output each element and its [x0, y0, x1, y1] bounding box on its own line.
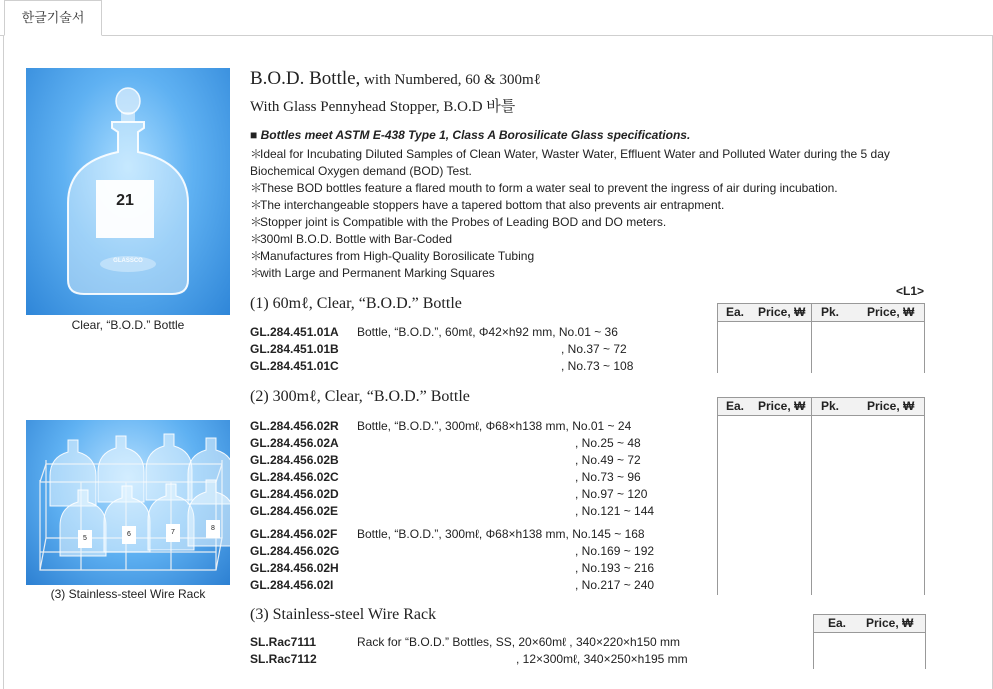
header-pk: Pk.: [821, 305, 840, 319]
section-title-rack: (3) Stainless-steel Wire Rack: [250, 606, 437, 623]
feature-list: [250, 146, 950, 282]
rack-bottle-label: 7: [166, 524, 180, 542]
product-title-main: B.O.D. Bottle,: [250, 68, 361, 89]
feature-item: ＊Manufactures from High-Quality Borosilicate Tubing: [250, 249, 535, 263]
rack-bottle-label: 8: [206, 520, 220, 538]
header-price: Price, ₩: [867, 305, 915, 319]
rack-bottle-label: 5: [78, 530, 92, 548]
list-label: <L1>: [896, 284, 925, 298]
bottle-caption: Clear, “B.O.D.” Bottle: [71, 318, 185, 332]
product-code: GL.284.456.02R: [250, 419, 339, 433]
product-desc: , 12×300mℓ, 340×250×h195 mm: [516, 652, 688, 666]
product-desc: , No.193 ~ 216: [575, 561, 655, 575]
product-code: SL.Rac7111: [250, 635, 317, 649]
product-code: GL.284.451.01C: [250, 359, 339, 373]
feature-item: ＊Ideal for Incubating Diluted Samples of Clean Water, Waster Water, Effluent Water and Polluted Water during the 5 day: [250, 147, 890, 161]
header-ea: Ea.: [726, 305, 745, 319]
header-price: Price, ₩: [758, 305, 806, 319]
product-code: GL.284.456.02A: [250, 436, 339, 450]
product-code: SL.Rac7112: [250, 652, 317, 666]
product-code: GL.284.451.01A: [250, 325, 339, 339]
product-desc: , No.217 ~ 240: [575, 578, 655, 592]
feature-item: ＊with Large and Permanent Marking Squares: [250, 266, 495, 280]
tab-bar: [0, 0, 993, 36]
product-subtitle: With Glass Pennyhead Stopper, B.O.D 바틀: [250, 99, 516, 115]
product-desc: , No.169 ~ 192: [575, 544, 655, 558]
product-code: GL.284.456.02H: [250, 561, 339, 575]
price-header-300ml: Ea. Price, ₩ Pk. Price, ₩: [717, 397, 925, 416]
price-header-rack: Ea. Price, ₩: [813, 614, 926, 633]
product-desc: Bottle, “B.O.D.”, 300mℓ, Φ68×h138 mm, No.145 ~ 168: [357, 527, 645, 541]
product-title-sub: with Numbered, 60 & 300mℓ: [360, 72, 541, 88]
product-desc: Bottle, “B.O.D.”, 300mℓ, Φ68×h138 mm, No.01 ~ 24: [357, 419, 632, 433]
product-desc: Rack for “B.O.D.” Bottles, SS, 20×60mℓ , 340×220×h150 mm: [357, 635, 681, 649]
product-desc: , No.73 ~ 96: [575, 470, 641, 484]
product-code: GL.284.456.02G: [250, 544, 340, 558]
bullet-star: ＊: [250, 147, 263, 161]
rack-caption: (3) Stainless-steel Wire Rack: [50, 587, 206, 601]
wire-rack-image: [26, 420, 230, 585]
feature-item: ＊300ml B.O.D. Bottle with Bar-Coded: [250, 232, 453, 246]
rack-bottle-label: 6: [122, 526, 136, 544]
feature-item: ＊Stopper joint is Compatible with the Probes of Leading BOD and DO meters.: [250, 215, 667, 229]
product-desc: , No.121 ~ 144: [575, 504, 655, 518]
product-code: GL.284.456.02B: [250, 453, 339, 467]
feature-item: ＊The interchangeable stoppers have a tapered bottom that also prevents air entrapment.: [250, 198, 725, 212]
bottle-logo: GLASSCO: [113, 258, 143, 264]
section-title-60ml: (1) 60mℓ, Clear, “B.O.D.” Bottle: [250, 295, 462, 312]
spec-statement: ■ Bottles meet ASTM E-438 Type 1, Class A Borosilicate Glass specifications.: [250, 128, 691, 142]
product-code: GL.284.456.02D: [250, 487, 339, 501]
tab-korean-spec[interactable]: 한글기술서: [4, 0, 102, 36]
product-code: GL.284.456.02C: [250, 470, 339, 484]
product-code: GL.284.456.02F: [250, 527, 338, 541]
product-title: [250, 68, 541, 90]
product-desc: , No.25 ~ 48: [575, 436, 641, 450]
product-desc: , No.73 ~ 108: [561, 359, 634, 373]
product-desc: , No.37 ~ 72: [561, 342, 627, 356]
product-desc: , No.49 ~ 72: [575, 453, 641, 467]
product-code: GL.284.456.02I: [250, 578, 334, 592]
feature-item: ＊These BOD bottles feature a flared mouth to form a water seal to prevent the ingress of air during incubation.: [250, 181, 838, 195]
product-code: GL.284.456.02E: [250, 504, 339, 518]
price-header-60ml: [717, 303, 925, 322]
bod-bottle-image: [26, 68, 230, 315]
section-title-300ml: (2) 300mℓ, Clear, “B.O.D.” Bottle: [250, 388, 470, 405]
feature-item-cont: Biochemical Oxygen demand (BOD) Test.: [250, 164, 472, 178]
product-code: GL.284.451.01B: [250, 342, 339, 356]
bottle-number-label: 21: [116, 192, 134, 209]
product-desc: Bottle, “B.O.D.”, 60mℓ, Φ42×h92 mm, No.01 ~ 36: [357, 325, 618, 339]
product-desc: , No.97 ~ 120: [575, 487, 648, 501]
